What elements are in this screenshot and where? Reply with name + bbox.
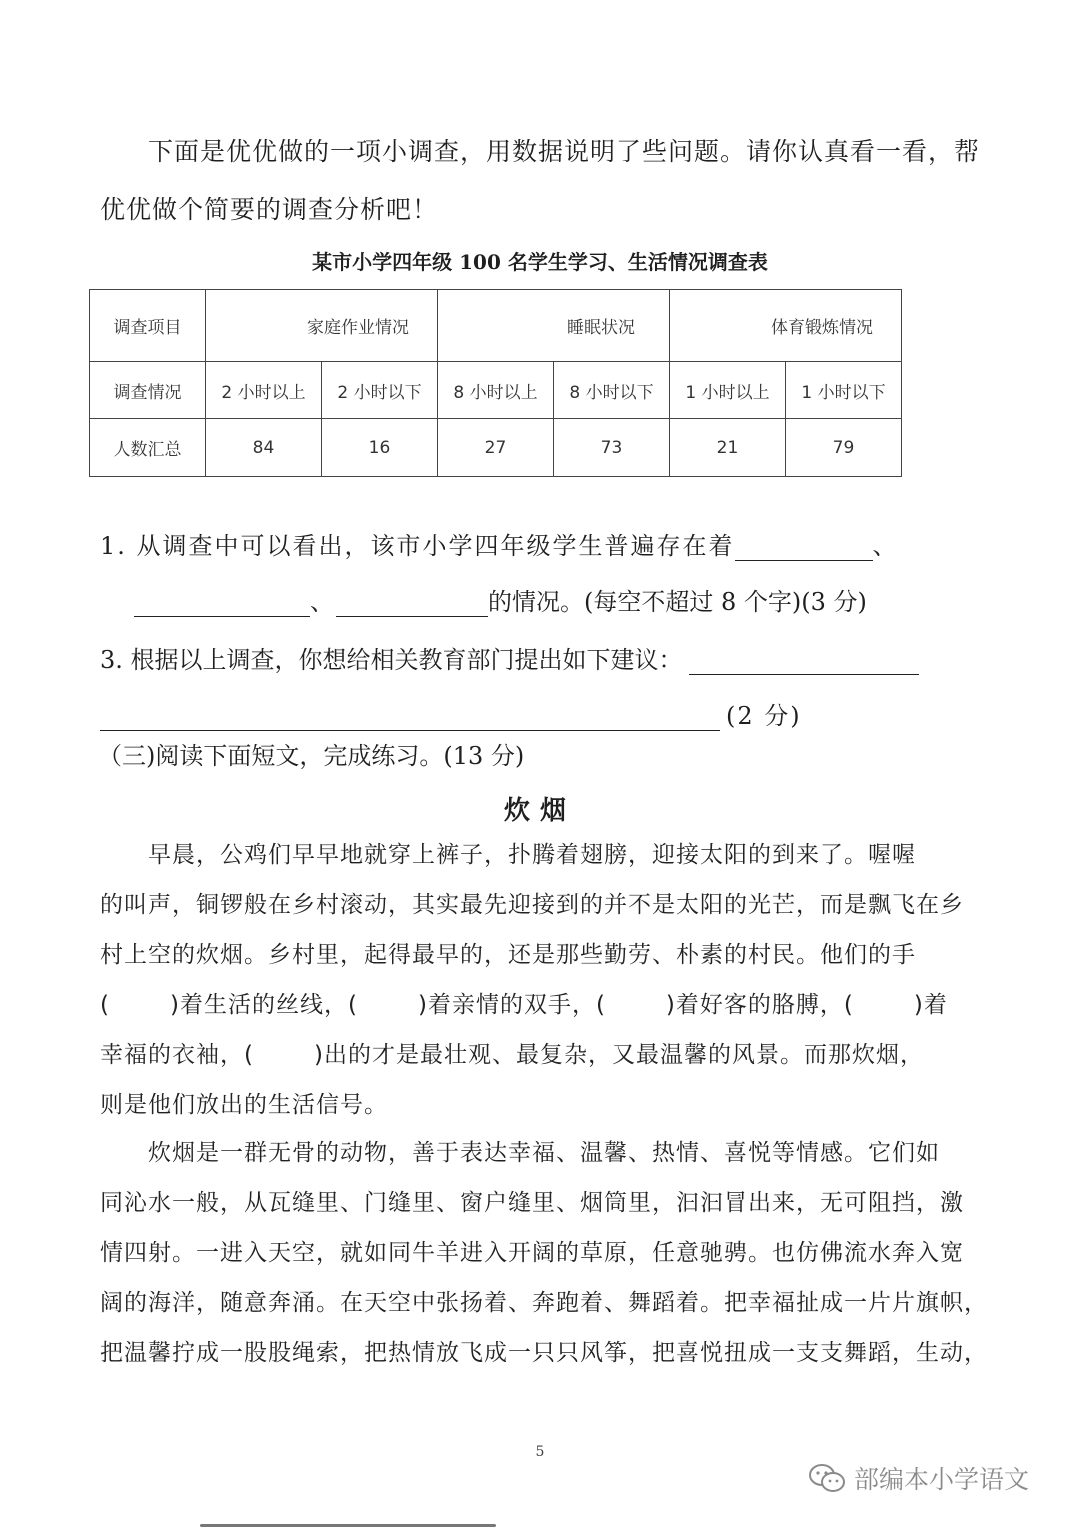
suggestion-blank-1[interactable]: [689, 648, 919, 675]
category-sleep: 睡眠状况: [438, 290, 670, 362]
count-cell: 84: [206, 419, 322, 477]
paragraph-fragment: 着好客的胳膊，: [675, 992, 844, 1018]
paragraph-fragment: 出的才是最壮观、最复杂，又最温馨的风景。而那炊烟，: [323, 1042, 924, 1068]
question-1-line-1: [100, 526, 899, 561]
suggestion-blank-2[interactable]: [100, 704, 720, 731]
paragraph-line: 炊烟是一群无骨的动物，善于表达幸福、温馨、热情、喜悦等情感。它们如: [148, 1140, 940, 1166]
situation-cell: 1 小时以上: [670, 362, 786, 419]
question-3-line-1: [100, 640, 919, 675]
paragraph-line: 同沁水一般，从瓦缝里、门缝里、窗户缝里、烟筒里，汩汩冒出来，无可阻挡，激: [100, 1190, 964, 1216]
situation-cell: 1 小时以下: [786, 362, 902, 419]
intro-line-1: 下面是优优做的一项小调查，用数据说明了些问题。请你认真看一看，帮: [148, 137, 981, 166]
watermark: [808, 1460, 1029, 1496]
article-paragraph-2: [100, 1128, 988, 1378]
intro-line-2: 优优做个简要的调查分析吧！: [100, 195, 439, 224]
situation-label-cell: 调查情况: [90, 362, 206, 419]
paragraph-fragment: 着亲情的双手，: [427, 992, 596, 1018]
paragraph-fragment: 幸福的衣袖，: [100, 1042, 244, 1068]
count-cell: 27: [438, 419, 554, 477]
paragraph-line-with-blanks: 幸福的衣袖，( )出的才是最壮观、最复杂，又最温馨的风景。而那炊烟，: [100, 1042, 924, 1068]
separator: 、: [872, 532, 899, 560]
situation-cell: 2 小时以上: [206, 362, 322, 419]
count-cell: 73: [554, 419, 670, 477]
situation-cell: 2 小时以下: [322, 362, 438, 419]
paragraph-line: 情四射。一进入天空，就如同牛羊进入开阔的草原，任意驰骋。也仿佛流水奔入宽: [100, 1240, 964, 1266]
survey-table: [89, 289, 902, 477]
bottom-divider: [200, 1524, 496, 1527]
wechat-icon: [808, 1462, 846, 1494]
count-label-cell: 人数汇总: [90, 419, 206, 477]
watermark-text: 部编本小学语文: [854, 1465, 1030, 1494]
article-title: 炊烟: [503, 796, 576, 826]
paragraph-line-with-blanks: ( )着生活的丝线，( )着亲情的双手，( )着好客的胳膊，( )着: [100, 992, 948, 1018]
section-heading: （三)阅读下面短文，完成练习。(13 分): [98, 742, 525, 770]
answer-blank-1[interactable]: [735, 534, 873, 561]
paragraph-line: 把温馨拧成一股股绳索，把热情放飞成一只只风筝，把喜悦扭成一支支舞蹈，生动，: [100, 1340, 988, 1366]
question-3-line-2: [100, 696, 802, 731]
count-cell: 16: [322, 419, 438, 477]
paragraph-line: 则是他们放出的生活信号。: [100, 1092, 388, 1118]
question-3-score: (2 分): [726, 702, 802, 730]
category-homework: 家庭作业情况: [206, 290, 438, 362]
paragraph-fragment: 着: [923, 992, 948, 1018]
paragraph-line: 早晨，公鸡们早早地就穿上裤子，扑腾着翅膀，迎接太阳的到来了。喔喔: [148, 842, 916, 868]
question-3-text: 3. 根据以上调查，你想给相关教育部门提出如下建议：: [100, 646, 683, 674]
count-cell: 21: [670, 419, 786, 477]
answer-blank-3[interactable]: [336, 590, 488, 617]
question-1-tail: 的情况。(每空不超过 8 个字)(3 分): [488, 588, 867, 616]
question-1-text: 1. 从调查中可以看出，该市小学四年级学生普遍存在着: [100, 532, 735, 560]
paragraph-line: 阔的海洋，随意奔涌。在天空中张扬着、奔跑着、舞蹈着。把幸福扯成一片片旗帜，: [100, 1290, 988, 1316]
paragraph-fragment: 着生活的丝线，: [179, 992, 348, 1018]
category-exercise: 体育锻炼情况: [670, 290, 902, 362]
header-label-cell: 调查项目: [90, 290, 206, 362]
page-number: 5: [535, 1444, 545, 1460]
article-paragraph-1: [100, 830, 980, 1130]
answer-blank-2[interactable]: [134, 590, 310, 617]
table-title: 某市小学四年级 100 名学生学习、生活情况调查表: [312, 250, 768, 274]
paragraph-line: 的叫声，铜锣般在乡村滚动，其实最先迎接到的并不是太阳的光芒，而是飘飞在乡: [100, 892, 964, 918]
count-cell: 79: [786, 419, 902, 477]
question-1-line-2: [134, 582, 867, 617]
situation-cell: 8 小时以上: [438, 362, 554, 419]
situation-cell: 8 小时以下: [554, 362, 670, 419]
separator: 、: [310, 588, 336, 616]
paragraph-line: 村上空的炊烟。乡村里，起得最早的，还是那些勤劳、朴素的村民。他们的手: [100, 942, 916, 968]
